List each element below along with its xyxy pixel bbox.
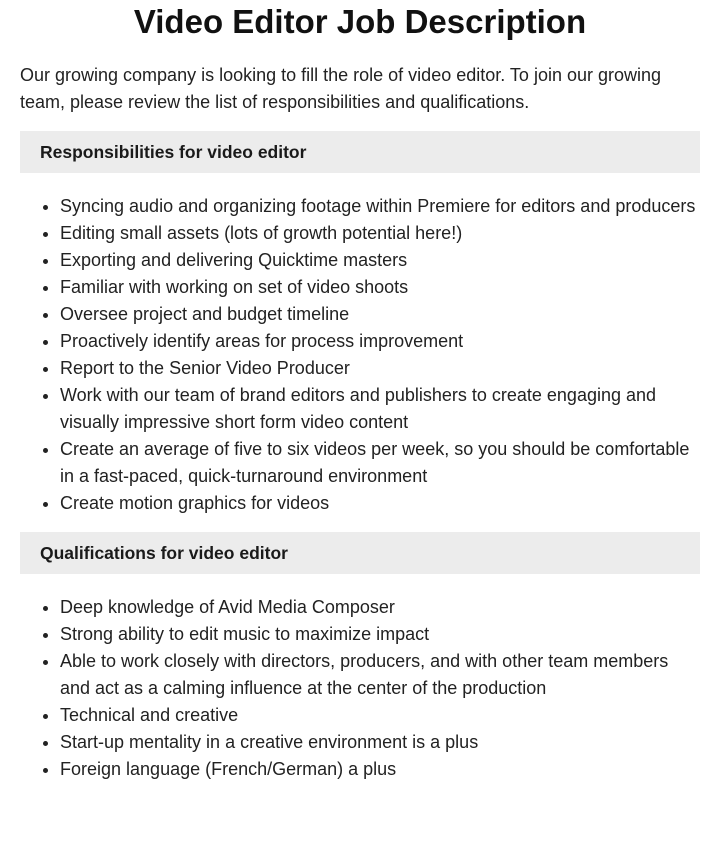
list-item: • Editing small assets (lots of growth potential here!) [60, 220, 700, 247]
page-title: Video Editor Job Description [133, 3, 587, 40]
list-item: • Exporting and delivering Quicktime masters [60, 247, 700, 274]
list-item: • Create motion graphics for videos [60, 490, 700, 517]
list-item: • Familiar with working on set of video shoots [60, 274, 700, 301]
list-item: • Technical and creative [60, 702, 700, 729]
list-item: • Proactively identify areas for process improvement [60, 328, 700, 355]
list-item: • Syncing audio and organizing footage within Premiere for editors and producers [60, 193, 700, 220]
list-item: • Strong ability to edit music to maximize impact [60, 621, 700, 648]
responsibilities-list [20, 193, 700, 517]
responsibilities-heading: Responsibilities for video editor [20, 131, 700, 173]
list-item: • Report to the Senior Video Producer [60, 355, 700, 382]
intro-paragraph: Our growing company is looking to fill the role of video editor. To join our growing team, please review the list of responsibilities and qualifications. [20, 65, 662, 112]
list-item: • Deep knowledge of Avid Media Composer [60, 594, 700, 621]
qualifications-heading: Qualifications for video editor [20, 532, 700, 574]
list-item: • Start-up mentality in a creative environment is a plus [60, 729, 700, 756]
list-item: • Oversee project and budget timeline [60, 301, 700, 328]
list-item: • Able to work closely with directors, producers, and with other team members and act as a calming influence at the center of the production [60, 648, 700, 702]
list-item: • Work with our team of brand editors and publishers to create engaging and visually impressive short form video content [60, 382, 700, 436]
list-item: • Foreign language (French/German) a plus [60, 756, 700, 783]
list-item: • Create an average of five to six videos per week, so you should be comfortable in a fast-paced, quick-turnaround environment [60, 436, 700, 490]
qualifications-list [20, 594, 700, 783]
